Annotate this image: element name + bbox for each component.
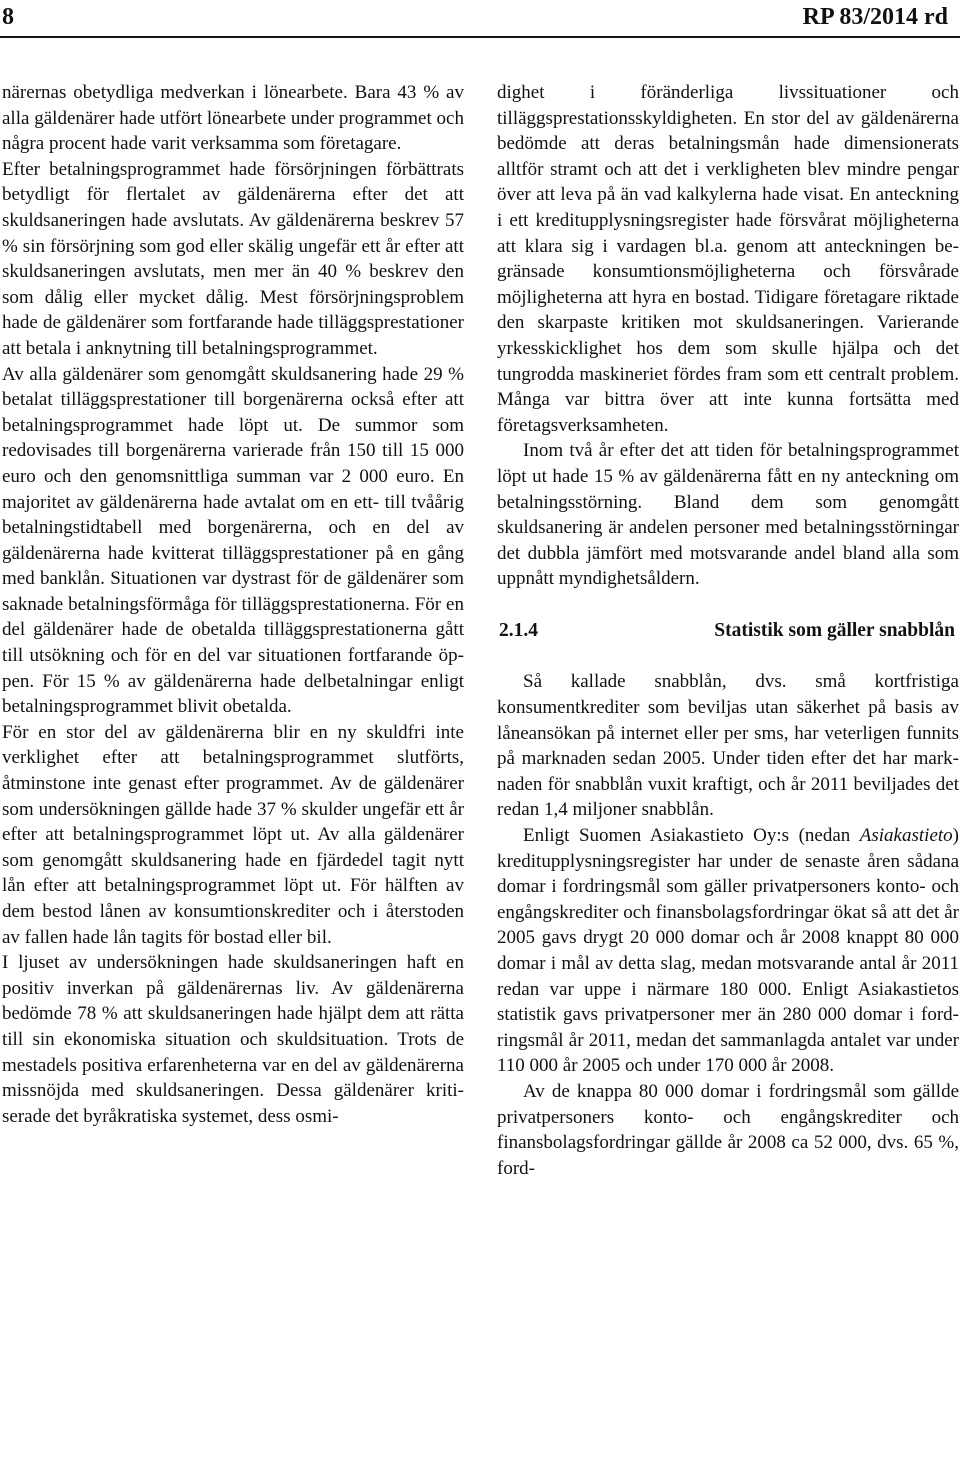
paragraph: Inom två år efter det att tiden för betalningsprogrammet löpt ut hade 15 % av gäldenärerna fått en ny anteckning om betalningsstörning. Bland dem som genomgått skuldsanering är andelen personer med betalningsstörningar det dubbla jämfört med motsvarande andel bland alla som uppnått myndighetsåldern. bbox=[497, 440, 959, 590]
paragraph: Av de knappa 80 000 domar i fordringsmål som gällde privatpersoners konto- och engångskrediter och finansbolagsfordringar gällde år 2008 ca 52 000, dvs. 65 %, ford- bbox=[497, 1080, 959, 1179]
paragraph: dighet i föränderliga livssituationer och tilläggsprestationsskyldigheten. En stor del av gäldenärerna bedömde att deras betalningsmån hade dimensionerats alltför stramt och att det i verkligheten blev mindre pengar över att leva på än vad kalkylerna hade visat. En anteckning i ett kreditupplysningsregister hade försvårat möjligheterna att klara sig i vardagen bl.a. genom att anteckningen begränsade konsumtionsmöjligheterna och försvårade möjligheterna att hyra en bostad. Tidigare företagare riktade den skarpaste kritiken mot skuldsaneringen. Varierande yrkesskicklighet hos dem som skulle hjälpa och det tungrodda maskineriet fördes fram som ett centralt problem. Många var bittra över att inte kunna fortsätta med företagsverksamheten. bbox=[497, 82, 959, 436]
paragraph: För en stor del av gäldenärerna blir en ny skuldfri inte verklighet efter att betalningsprogrammet slutförts, åtminstone inte genast efter programmet. Av de gäldenärer som undersökningen gällde hade 37 % skulder ungefär ett år efter att betalningsprogrammet löpt ut. Av alla gäldenärer som genomgått skuldsanering hade en fjärdedel tagit nytt lån efter att betalningsprogrammet löpt ut. För hälften av dem bestod lånen av konsumtionskrediter och i återstoden av fallen hade lån tagits för bostad eller bil. bbox=[2, 721, 464, 948]
section-title: Statistik som gäller snabblån bbox=[714, 619, 955, 641]
company-name: Asiakastieto bbox=[859, 825, 953, 847]
header-rule bbox=[0, 36, 960, 38]
paragraph: I ljuset av undersökningen hade skuldsaneringen haft en positiv inverkan på gäldenärernas liv. Av gäldenärerna bedömde 78 % att skuldsaneringen hade hjälpt dem att rätta till sin ekonomiska situation och skuldsituation. Trots de mestadels positiva erfarenheterna var en del av gäldenärerna missnöjda med skuldsaneringen. Dessa gäldenärer kritiserade det byråkratiska systemet, dess osmi- bbox=[2, 952, 464, 1127]
page-header bbox=[0, 0, 960, 40]
paragraph-text: ) kreditupplysningsregister har under de senaste åren sådana domar i fordringsmål som gäller privatpersoners konto- och engångskrediter och finansbolagsfordringar ökat så att det år 2005 gavs drygt 20 000 domar och år 2008 knappt 80 000 domar i mål av detta slag, medan motsvarande antal år 2011 redan var uppe i närmare 180 000. Enligt Asiakastietos statistik gavs privatpersoner mer än 280 000 domar i fordringsmål år 2011, medan det sammanlagda antalet var under 110 000 år 2005 och under 170 000 år 2008. bbox=[497, 825, 959, 1077]
section-heading bbox=[497, 618, 959, 644]
paragraph: Efter betalningsprogrammet hade försörjningen förbättrats betydligt för flertalet av gäldenärerna efter det att skuldsaneringen hade avslutats. Av gäldenärerna beskrev 57 % sin försörjning som god eller skälig ungefär ett år efter att skuldsaneringen avslutats, men mer än 40 % beskrev den som dålig eller mycket dålig. Mest försörjningsproblem hade de gäldenärer som fortfarande hade tilläggsprestationer att betala i anknytning till betalningsprogrammet. bbox=[2, 158, 464, 359]
paragraph: Av alla gäldenärer som genomgått skuldsanering hade 29 % betalat tilläggsprestationer till borgenärerna också efter att betalningsprogrammet hade löpt ut. De summor som redovisades till borgenärerna varierade från 150 till 15 000 euro och den genomsnittliga summan var 2 000 euro. En majoritet av gäldenärerna hade avtalat om en ett- till tvåårig betalningstidtabell med borgenärerna, och en del av gäldenärerna hade kvitterat tilläggsprestationer på en gång med banklån. Situationen var dystrast för de gäldenärer som saknade betalningsförmåga för tilläggsprestationerna. För en del gäldenärer hade de obetalda tilläggsprestationerna gått till utsökning och för en del var situationen fortfarande öppen. För 15 % av gäldenärerna hade delbetalningar enligt betalningsprogrammet blivit obetalda. bbox=[2, 363, 464, 718]
paragraph bbox=[497, 823, 959, 1079]
right-column bbox=[497, 80, 959, 1181]
left-column bbox=[2, 80, 464, 1129]
paragraph: Så kallade snabblån, dvs. små kortfristiga konsumentkrediter som beviljas utan säkerhet på basis av låneansökan på internet eller per sms, har veterligen funnits på marknaden sedan 2005. Under tiden efter det har marknaden för snabblån vuxit kraftigt, och år 2011 beviljades det redan 1,4 miljoner snabblån. bbox=[497, 671, 959, 821]
paragraph-text: Enligt Suomen Asiakastieto Oy:s (nedan bbox=[523, 825, 860, 847]
document-id: RP 83/2014 rd bbox=[802, 4, 948, 30]
paragraph: närernas obetydliga medverkan i lönearbete. Bara 43 % av alla gäldenärer hade utfört lönearbete under programmet och några procent hade varit verksamma som företagare. bbox=[2, 82, 464, 155]
section-number: 2.1.4 bbox=[499, 619, 538, 641]
page-number: 8 bbox=[2, 4, 14, 30]
